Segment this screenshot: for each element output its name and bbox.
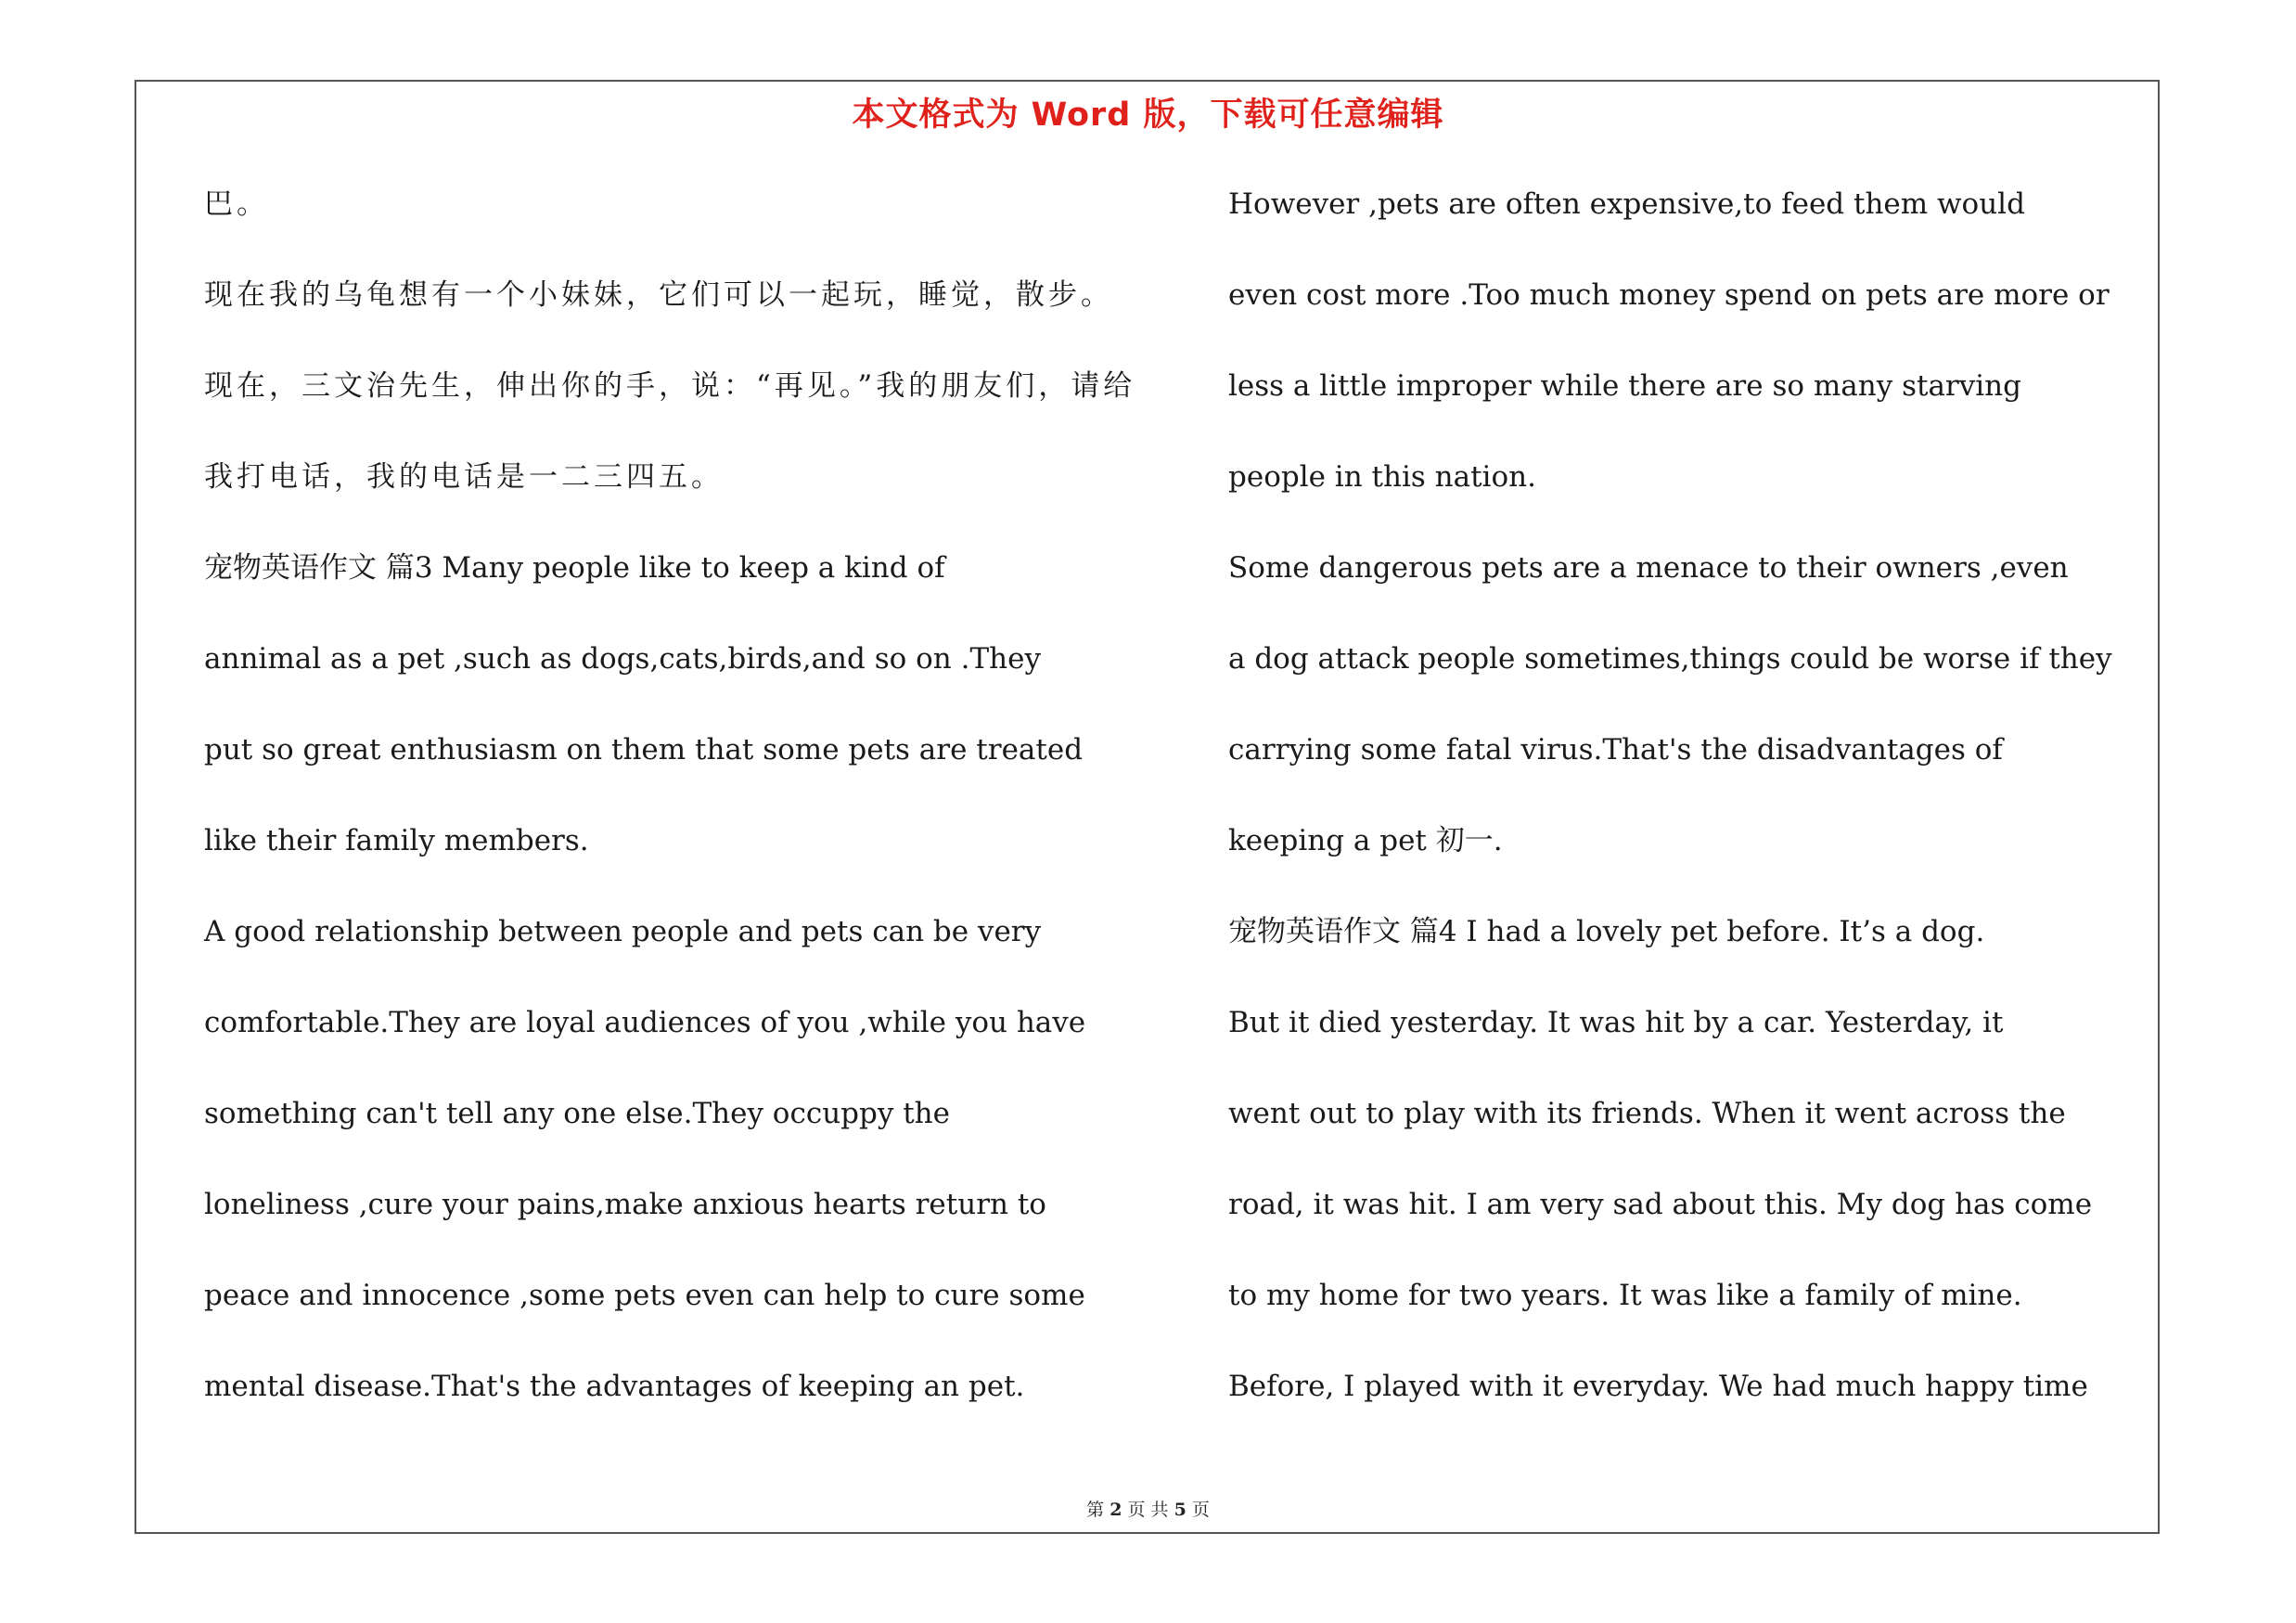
- text-line: 我打电话，我的电话是一二三四五。: [204, 460, 724, 494]
- page-number-footer: [0, 1496, 2296, 1521]
- text-line: to my home for two years. It was like a family of mine.: [1228, 1279, 2022, 1312]
- text-line: 宠物英语作文 篇3 Many people like to keep a kind of: [204, 551, 945, 585]
- text-line: 巴。: [204, 187, 269, 221]
- text-line: even cost more .Too much money spend on pets are more or: [1228, 278, 2110, 312]
- text-line: put so great enthusiasm on them that some pets are treated: [204, 733, 1084, 766]
- text-line: went out to play with its friends. When it went across the: [1228, 1097, 2066, 1130]
- text-line: 现在我的乌龟想有一个小妹妹，它们可以一起玩，睡觉，散步。: [204, 278, 1113, 312]
- text-line: carrying some fatal virus.That's the disadvantages of: [1228, 733, 2003, 766]
- footer-prefix: 第: [1086, 1500, 1105, 1520]
- text-line: mental disease.That's the advantages of keeping an pet.: [204, 1370, 1025, 1403]
- text-line: comfortable.They are loyal audiences of you ,while you have: [204, 1006, 1086, 1039]
- total-page-number: 5: [1174, 1500, 1186, 1520]
- text-line: like their family members.: [204, 824, 589, 857]
- text-line: However ,pets are often expensive,to feed them would: [1228, 187, 2025, 221]
- text-line: Before, I played with it everyday. We had much happy time: [1228, 1370, 2088, 1403]
- text-line: road, it was hit. I am very sad about this. My dog has come: [1228, 1188, 2093, 1221]
- text-line: Some dangerous pets are a menace to their owners ,even: [1228, 551, 2069, 585]
- text-line: 宠物英语作文 篇4 I had a lovely pet before. It’s a dog.: [1228, 915, 1985, 948]
- text-line: But it died yesterday. It was hit by a car. Yesterday, it: [1228, 1006, 2004, 1039]
- text-line: people in this nation.: [1228, 460, 1536, 494]
- text-line: annimal as a pet ,such as dogs,cats,birds,and so on .They: [204, 642, 1041, 676]
- text-line: 现在，三文治先生，伸出你的手，说：“再见。”我的朋友们，请给: [204, 369, 1136, 403]
- text-line: less a little improper while there are so many starving: [1228, 369, 2021, 403]
- text-line: A good relationship between people and pets can be very: [204, 915, 1042, 948]
- text-line: keeping a pet 初一.: [1228, 824, 1503, 857]
- text-line: something can't tell any one else.They occuppy the: [204, 1097, 950, 1130]
- footer-middle: 页 共: [1127, 1500, 1169, 1520]
- footer-suffix: 页: [1191, 1500, 1210, 1520]
- text-line: peace and innocence ,some pets even can help to cure some: [204, 1279, 1085, 1312]
- format-banner: 本文格式为 Word 版，下载可任意编辑: [852, 97, 1444, 134]
- text-line: a dog attack people sometimes,things could be worse if they: [1228, 642, 2112, 676]
- text-line: loneliness ,cure your pains,make anxious hearts return to: [204, 1188, 1046, 1221]
- current-page-number: 2: [1110, 1500, 1122, 1520]
